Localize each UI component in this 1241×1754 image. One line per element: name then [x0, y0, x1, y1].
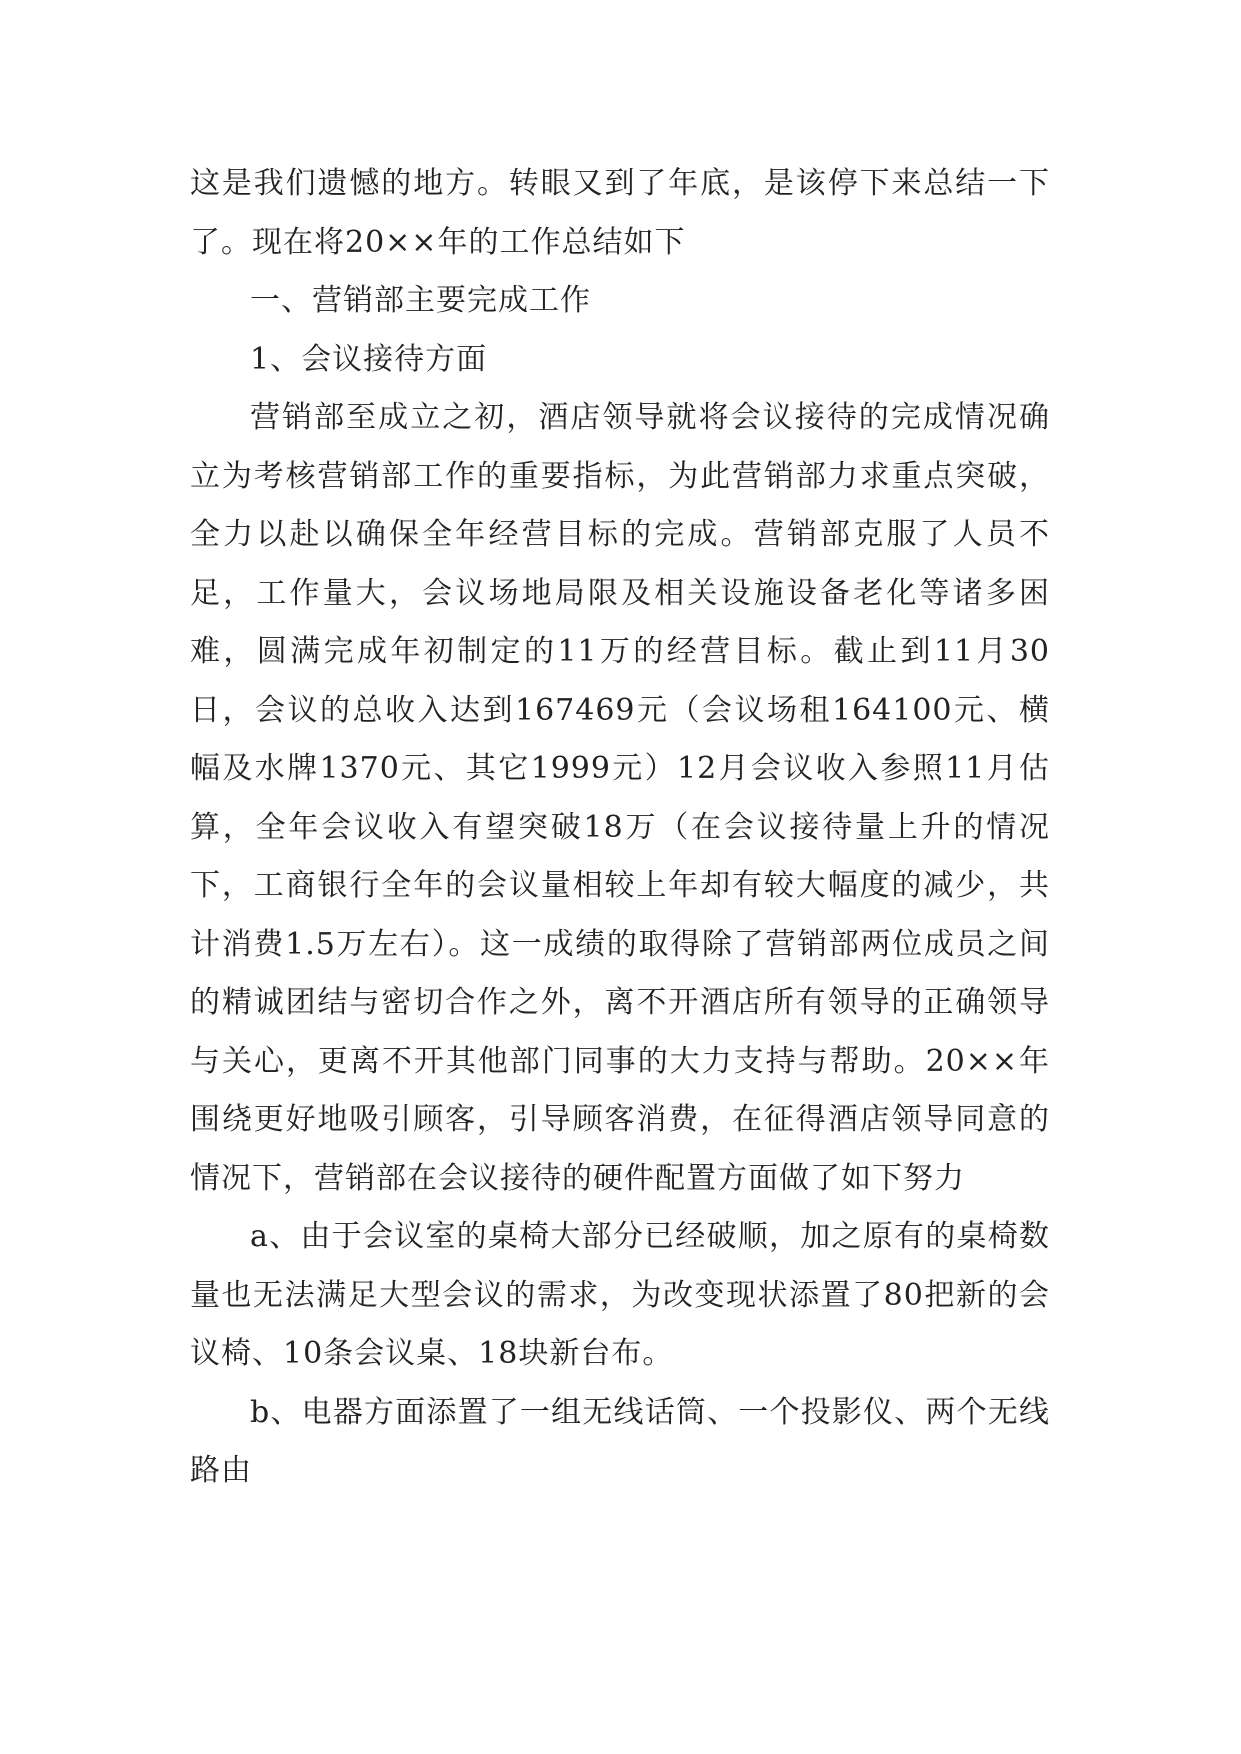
- document-page: [190, 155, 1050, 1501]
- paragraph-intro: 这是我们遗憾的地方。转眼又到了年底，是该停下来总结一下了。现在将20××年的工作总结如下: [190, 166, 1050, 260]
- paragraph-item-a-furniture: a、由于会议室的桌椅大部分已经破顺，加之原有的桌椅数量也无法满足大型会议的需求，为改变现状添置了80把新的会议椅、10条会议桌、18块新台布。: [190, 1219, 1050, 1371]
- section-heading-main-work: 一、营销部主要完成工作: [250, 283, 591, 318]
- subsection-heading-meeting-reception: 1、会议接待方面: [250, 341, 488, 377]
- paragraph-item-b-electronics: b、电器方面添置了一组无线话筒、一个投影仪、两个无线路由: [190, 1394, 1050, 1488]
- paragraph-meeting-reception: 营销部至成立之初，酒店领导就将会议接待的完成情况确立为考核营销部工作的重要指标，为此营销部力求重点突破，全力以赴以确保全年经营目标的完成。营销部克服了人员不足，工作量大，会议场地局限及相关设施设备老化等诸多困难，圆满完成年初制定的11万的经营目标。截止到11月30日，会议的总收入达到167469元（会议场租164100元、横幅及水牌1370元、其它1999元）12月会议收入参照11月估算，全年会议收入有望突破18万（在会议接待量上升的情况下，工商银行全年的会议量相较上年却有较大幅度的减少，共计消费1.5万左右）。这一成绩的取得除了营销部两位成员之间的精诚团结与密切合作之外，离不开酒店所有领导的正确领导与关心，更离不开其他部门同事的大力支持与帮助。20××年围绕更好地吸引顾客，引导顾客消费，在征得酒店领导同意的情况下，营销部在会议接待的硬件配置方面做了如下努力: [190, 400, 1050, 1196]
